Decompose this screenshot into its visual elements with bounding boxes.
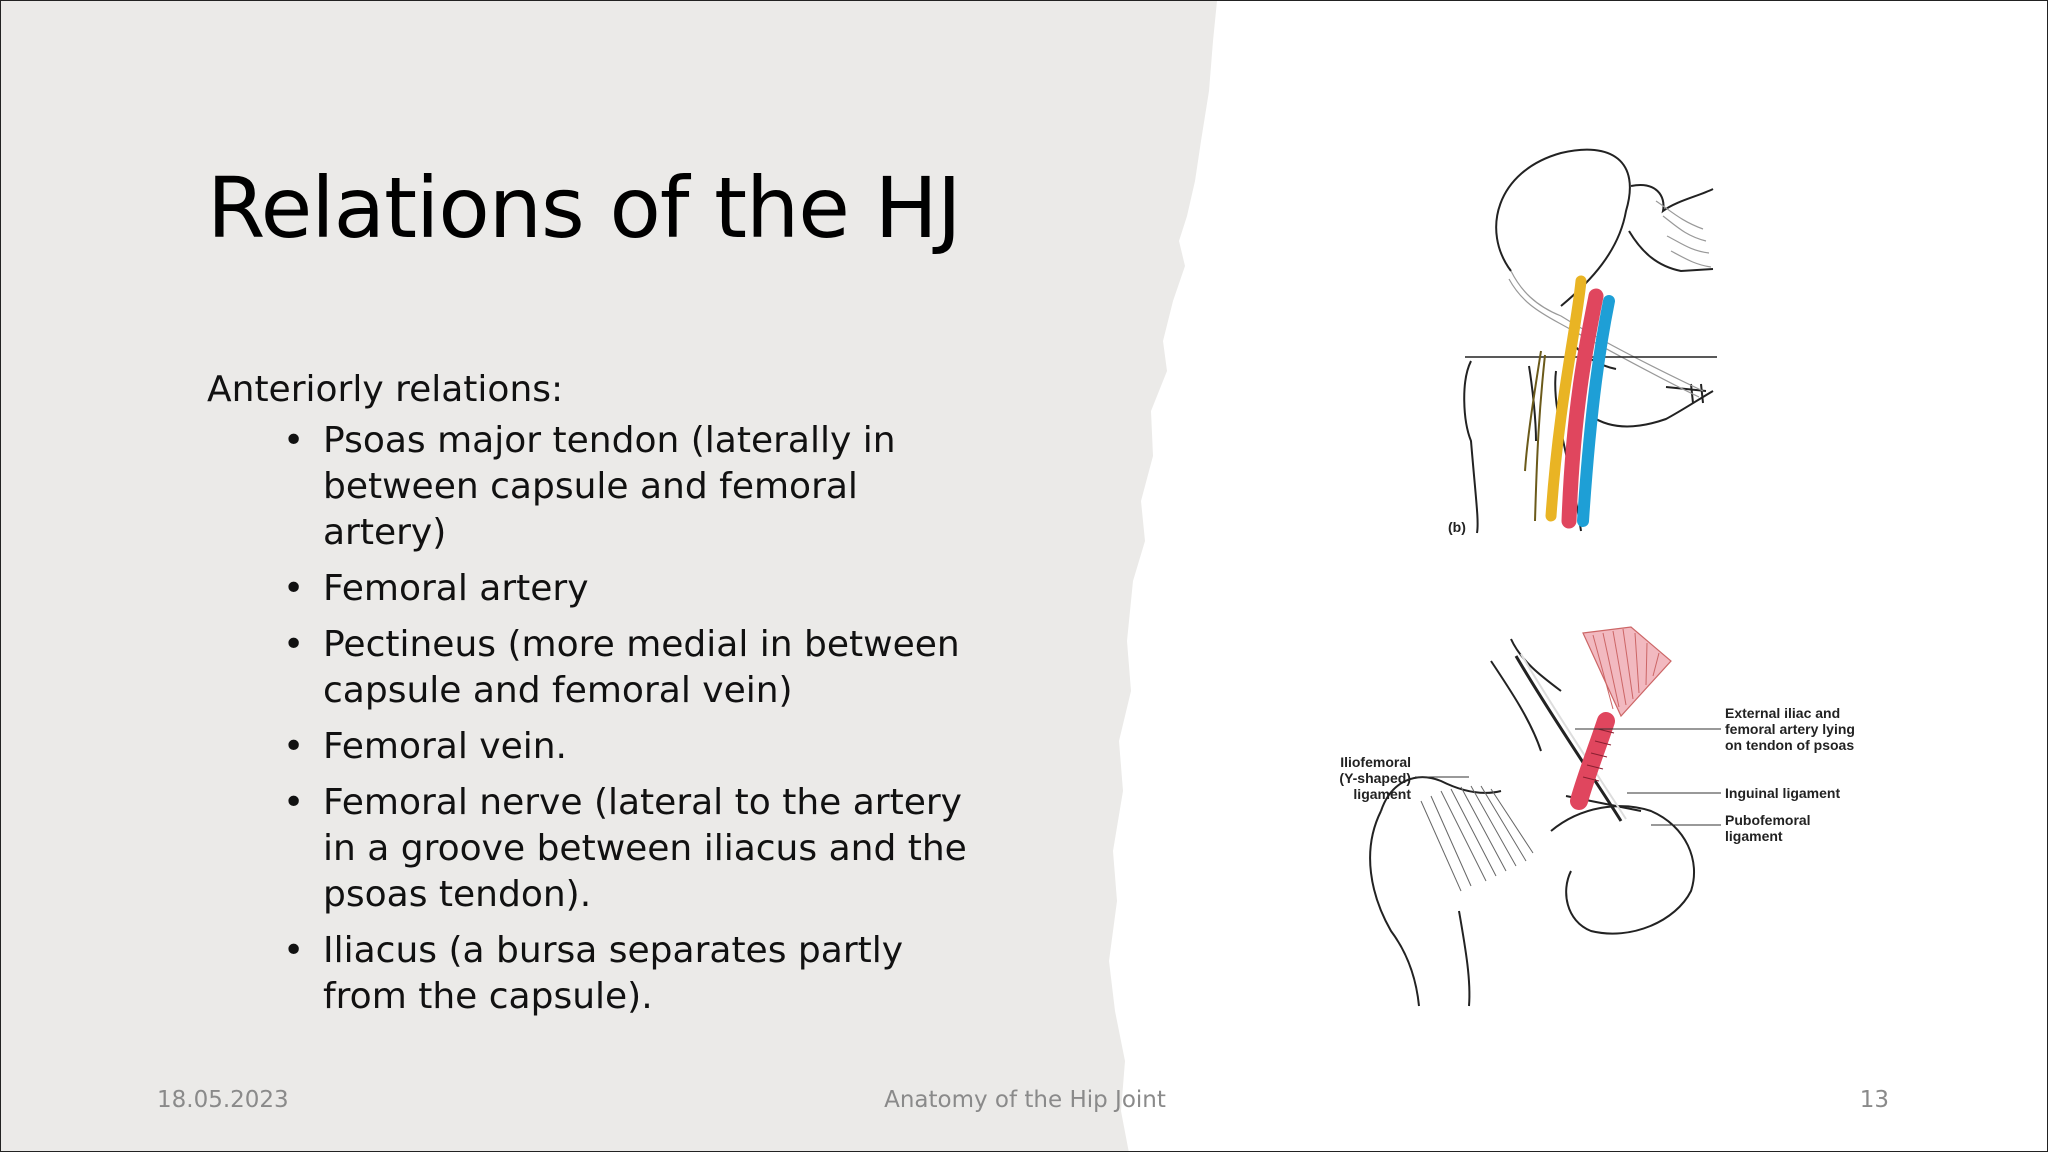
bullet-item: • Psoas major tendon (laterally in between capsule and femoral artery) — [323, 418, 987, 556]
page-number: 13 — [1859, 1087, 1889, 1113]
bullet-list — [207, 418, 987, 1020]
intro-text: Anteriorly relations: — [207, 369, 564, 410]
label-external-3: on tendon of psoas — [1725, 737, 1855, 753]
label-pubofemoral-1: Pubofemoral — [1725, 812, 1811, 828]
slide-title: Relations of the HJ — [207, 159, 961, 257]
label-pubofemoral-2: ligament — [1725, 828, 1783, 844]
bullet-item: • Iliacus (a bursa separates partly from the capsule). — [323, 928, 987, 1020]
hip-ligaments-illustration — [1321, 621, 1881, 1011]
footer-date: 18.05.2023 — [157, 1087, 289, 1113]
label-iliofemoral-2: (Y-shaped) — [1339, 770, 1411, 786]
hip-vessels-illustration — [1441, 141, 1731, 541]
footer-title: Anatomy of the Hip Joint — [884, 1087, 1166, 1113]
panel-label: (b) — [1448, 519, 1466, 535]
label-iliofemoral-1: Iliofemoral — [1340, 754, 1411, 770]
label-iliofemoral-3: ligament — [1353, 786, 1411, 802]
bullet-item: • Pectineus (more medial in between capsule and femoral vein) — [323, 622, 987, 714]
bullet-item: • Femoral nerve (lateral to the artery in a groove between iliacus and the psoas tendon). — [323, 780, 987, 918]
bullet-item: • Femoral artery — [323, 566, 987, 612]
label-inguinal: Inguinal ligament — [1725, 785, 1841, 801]
label-external-1: External iliac and — [1725, 705, 1841, 721]
slide-body — [207, 369, 987, 1030]
label-external-2: femoral artery lying — [1725, 721, 1855, 737]
bullet-item: • Femoral vein. — [323, 724, 987, 770]
